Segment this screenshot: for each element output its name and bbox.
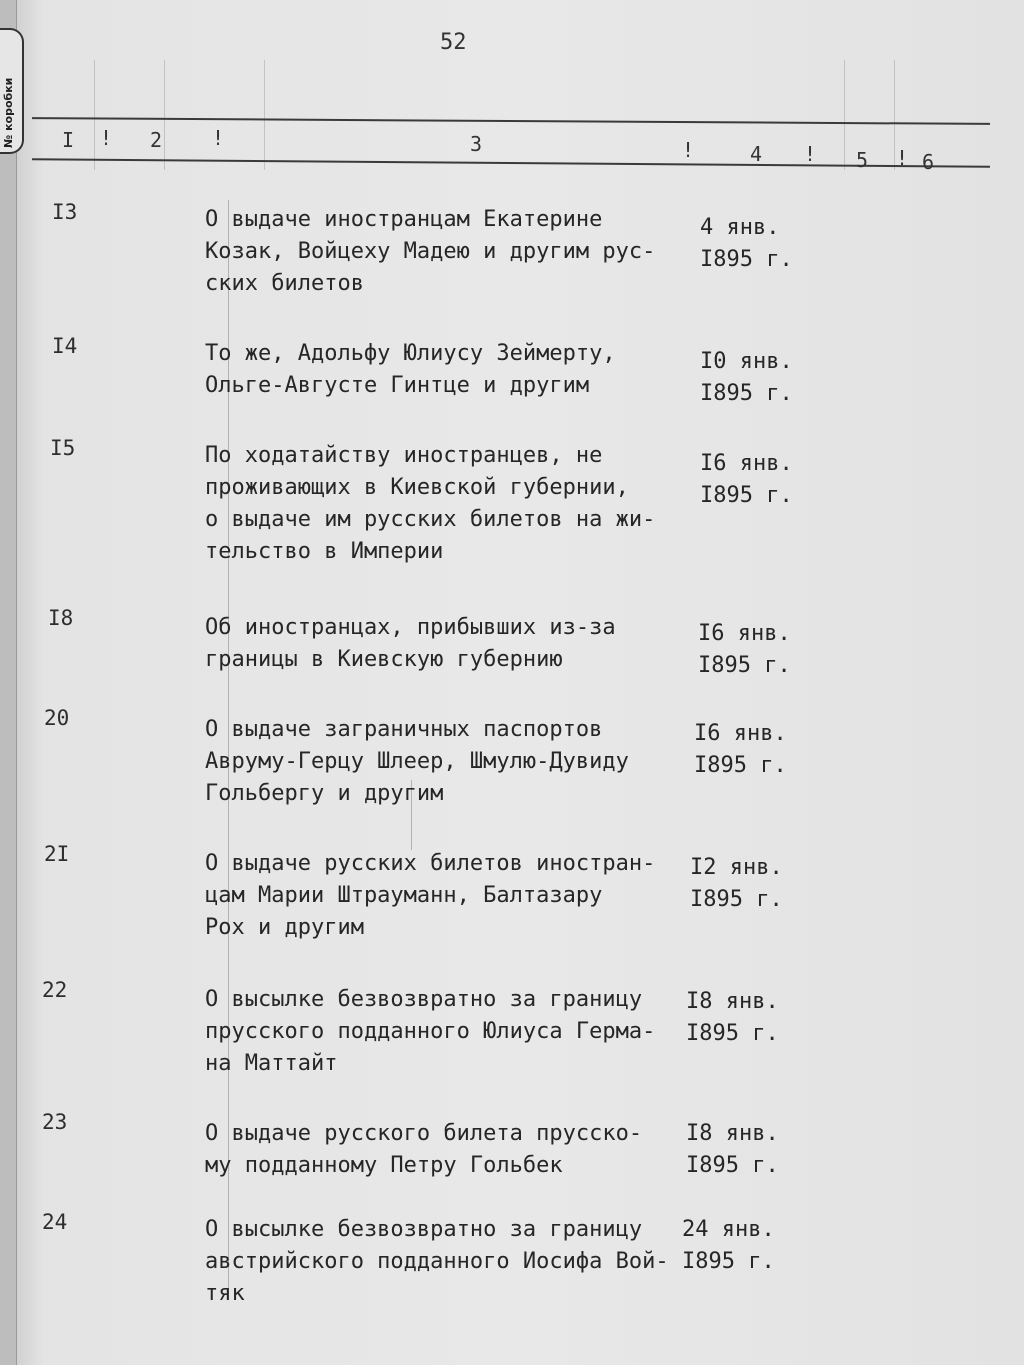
column-header-2: 2: [150, 128, 163, 152]
entry-number: I4: [52, 334, 78, 358]
entry-number: I5: [50, 436, 76, 460]
entry-date: I6 янв. I895 г.: [698, 621, 791, 678]
entry-date: I8 янв. I895 г.: [686, 989, 779, 1046]
column-separator: !: [682, 138, 695, 162]
entry-title: О выдаче иностранцам Екатерине Козак, Войцеху Мадею и другим рус- ских билетов: [205, 207, 656, 296]
column-separator: !: [212, 126, 225, 150]
entry-date: 24 янв. I895 г.: [682, 1217, 775, 1274]
binding-edge: [0, 0, 17, 1365]
bleed-through-line: [844, 60, 845, 170]
bleed-through-line: [164, 60, 165, 170]
entry-number: 20: [44, 706, 70, 730]
column-header-5: 5: [856, 148, 869, 172]
column-separator: !: [100, 126, 113, 150]
entry-title: О выдаче заграничных паспортов Авруму-Герцу Шлеер, Шмулю-Дувиду Гольбергу и другим: [205, 717, 629, 806]
entry-number: I3: [52, 200, 78, 224]
bleed-through-line: [94, 60, 95, 170]
entry-number: 2I: [44, 842, 70, 866]
bleed-through-line: [894, 60, 895, 170]
bleed-through-line: [264, 60, 265, 170]
entry-title: О выдаче русских билетов иностран- цам Марии Штрауманн, Балтазару Рох и другим: [205, 851, 656, 940]
entry-title: О высылке безвозвратно за границу австрийского подданного Иосифа Вой- тяк: [205, 1217, 669, 1306]
entry-date: I2 янв. I895 г.: [690, 855, 783, 912]
entry-title: По ходатайству иностранцев, не проживающих в Киевской губернии, о выдаче им русских билетов на жи- тельство в Империи: [205, 443, 656, 564]
box-stamp-label: № коробки: [2, 77, 15, 148]
entry-title: То же, Адольфу Юлиусу Зеймерту, Ольге-Августе Гинтце и другим: [205, 341, 616, 398]
entry-date: I6 янв. I895 г.: [694, 721, 787, 778]
entry-date: I0 янв. I895 г.: [700, 349, 793, 406]
entry-number: I8: [48, 606, 74, 630]
column-header-1: I: [62, 128, 75, 152]
page-number: 52: [440, 30, 467, 55]
entry-date: I8 янв. I895 г.: [686, 1121, 779, 1178]
entry-title: О выдаче русского билета прусско- му подданному Петру Гольбек: [205, 1121, 643, 1178]
entry-date: I6 янв. I895 г.: [700, 451, 793, 508]
entry-number: 23: [42, 1110, 68, 1134]
column-header-3: 3: [470, 132, 483, 156]
box-stamp: [0, 28, 24, 154]
entry-number: 24: [42, 1210, 68, 1234]
entry-number: 22: [42, 978, 68, 1002]
entry-date: 4 янв. I895 г.: [700, 215, 793, 272]
entry-title: Об иностранцах, прибывших из-за границы в Киевскую губернию: [205, 615, 616, 672]
column-header-4: 4: [750, 142, 763, 166]
column-separator: !: [896, 146, 909, 170]
column-header-6: 6: [922, 150, 935, 174]
column-separator: !: [804, 142, 817, 166]
entry-title: О высылке безвозвратно за границу прусского подданного Юлиуса Герма- на Маттайт: [205, 987, 656, 1076]
